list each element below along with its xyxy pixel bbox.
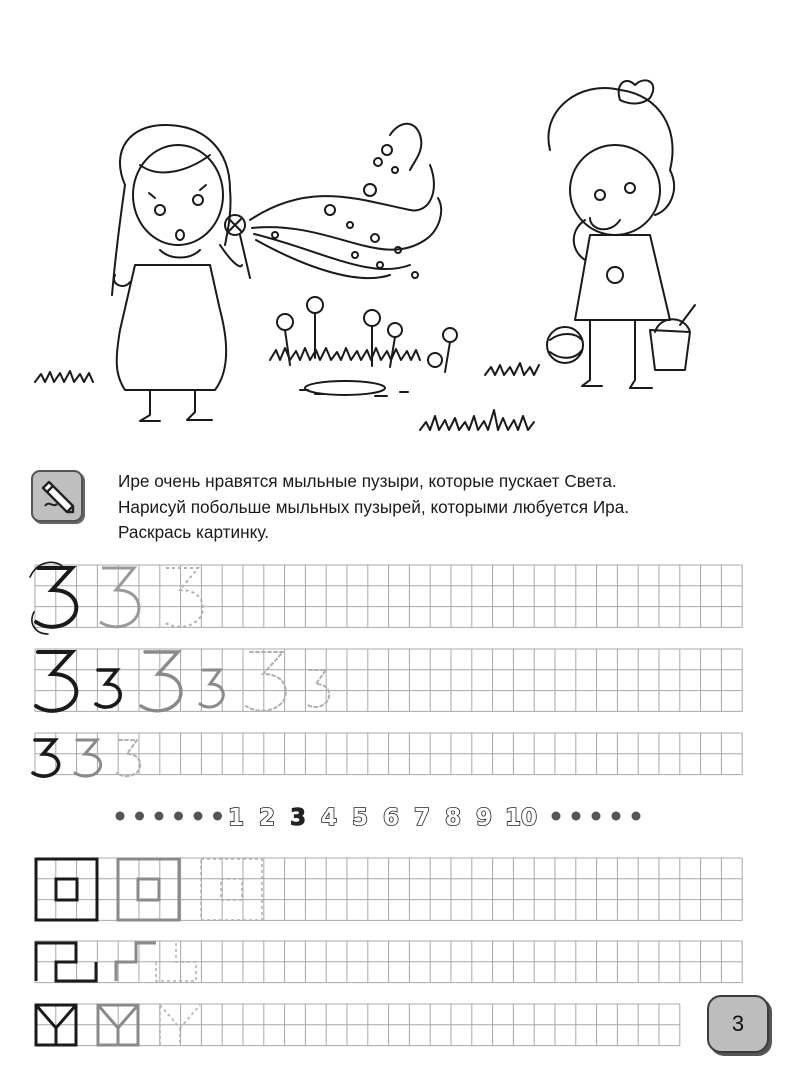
number-line-number: 8 — [444, 805, 462, 831]
page-number-badge — [707, 995, 769, 1053]
number-line-dot — [572, 812, 581, 821]
number-line-dot — [116, 812, 125, 821]
number-line-number: 6 — [382, 805, 400, 831]
task-line-1: Ире очень нравятся мыльные пузыри, которые пускает Света. — [118, 471, 617, 491]
number-line-dot — [194, 812, 203, 821]
number-line-number: 3 — [289, 805, 307, 831]
number-line-number: 9 — [475, 805, 493, 831]
number-line-number: 2 — [258, 805, 276, 831]
number-line-dot — [592, 812, 601, 821]
number-line-dot — [135, 812, 144, 821]
task-line-2: Нарисуй побольше мыльных пузырей, которыми любуется Ира. — [118, 496, 630, 517]
number-line-number: 4 — [320, 805, 338, 831]
page-number: 3 — [731, 1011, 745, 1036]
number-line-dot — [213, 812, 222, 821]
number-line-number: 10 — [504, 805, 538, 831]
task-line-3: Раскрась картинку. — [118, 522, 269, 542]
number-line-dot — [612, 812, 621, 821]
number-line-dot — [174, 812, 183, 821]
number-line-dot — [632, 812, 641, 821]
number-line-dot — [155, 812, 164, 821]
number-line-number: 7 — [413, 805, 431, 831]
number-line-dot — [552, 812, 561, 821]
number-line-number: 1 — [227, 805, 245, 831]
number-line-number: 5 — [351, 805, 369, 831]
